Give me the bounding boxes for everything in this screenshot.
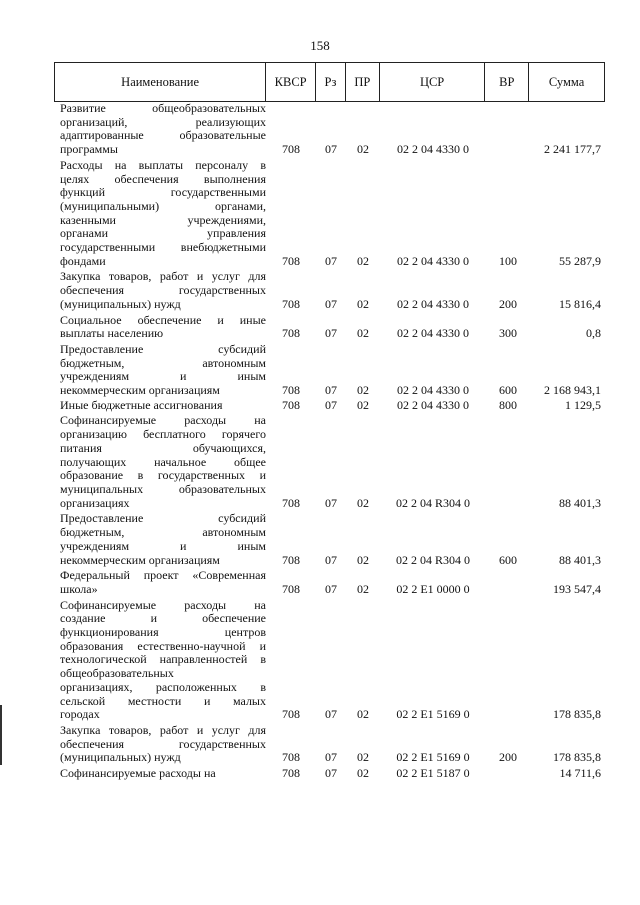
row-name [54, 314, 266, 341]
row-name-line: функций государственными [60, 185, 266, 200]
cell-csr: 02 2 E1 5169 0 [396, 707, 470, 722]
row-name-line: Софинансируемые расходы на [60, 413, 266, 428]
row-name [54, 767, 266, 781]
row-name-line: Софинансируемые расходы на [60, 766, 216, 781]
row-name-line: фондами [60, 253, 106, 268]
cell-kvsr: 708 [282, 253, 300, 268]
cell-kvsr: 708 [282, 707, 300, 722]
cell-pr: 02 [357, 296, 369, 311]
row-name-line: учреждениям и иным [60, 538, 266, 553]
row-name [54, 102, 266, 157]
cell-sum: 88 401,3 [559, 495, 601, 510]
cell-rz: 07 [325, 581, 337, 596]
table-header [54, 62, 605, 102]
row-name-line: бюджетным, автономным [60, 525, 266, 540]
row-name-line: технологической направленностей в [60, 652, 266, 667]
cell-sum: 88 401,3 [559, 552, 601, 567]
table-row [54, 512, 605, 567]
row-name-line: создание и обеспечение [60, 611, 266, 626]
cell-kvsr: 708 [282, 383, 300, 398]
cell-pr: 02 [357, 397, 369, 412]
row-name-line: выплаты населению [60, 326, 164, 341]
cell-sum: 178 835,8 [553, 750, 601, 765]
cell-sum: 1 129,5 [565, 397, 601, 412]
table-row [54, 724, 605, 765]
table-body [54, 102, 605, 781]
cell-pr: 02 [357, 326, 369, 341]
row-name-line: организаций, реализующих [60, 114, 266, 129]
header-name: Наименование [55, 63, 266, 101]
table-row [54, 270, 605, 311]
cell-vr: 600 [499, 383, 517, 398]
row-name-line: бюджетным, автономным [60, 355, 266, 370]
cell-pr: 02 [357, 581, 369, 596]
cell-rz: 07 [325, 750, 337, 765]
header-pr: ПР [346, 63, 380, 101]
row-name-line: (муниципальных) нужд [60, 750, 181, 765]
cell-pr: 02 [357, 552, 369, 567]
cell-rz: 07 [325, 552, 337, 567]
row-name [54, 270, 266, 311]
cell-sum: 0,8 [586, 326, 601, 341]
table-row [54, 414, 605, 510]
cell-vr: 800 [499, 397, 517, 412]
header-sum: Сумма [548, 74, 585, 89]
header-rz: Рз [316, 63, 346, 101]
cell-pr: 02 [357, 142, 369, 157]
row-name [54, 343, 266, 398]
cell-sum: 14 711,6 [559, 766, 601, 781]
cell-pr: 02 [357, 766, 369, 781]
cell-vr: 600 [499, 552, 517, 567]
header-vr: ВР [485, 63, 529, 101]
cell-rz: 07 [325, 253, 337, 268]
row-name [54, 512, 266, 567]
row-name-line: учреждениям и иным [60, 369, 266, 384]
margin-mark [0, 705, 2, 765]
row-name-line: Развитие общеобразовательных [60, 101, 266, 115]
row-name-line: муниципальных образовательных [60, 481, 266, 496]
row-name-line: обеспечения государственных [60, 283, 266, 298]
cell-kvsr: 708 [282, 326, 300, 341]
row-name-line: Софинансируемые расходы на [60, 597, 266, 612]
row-name-line: Социальное обеспечение и иные [60, 312, 266, 327]
cell-pr: 02 [357, 383, 369, 398]
cell-vr: 200 [499, 750, 517, 765]
table-row [54, 767, 605, 781]
cell-rz: 07 [325, 495, 337, 510]
row-name-line: некоммерческим организациям [60, 383, 220, 398]
cell-sum: 178 835,8 [553, 707, 601, 722]
cell-csr: 02 2 04 R304 0 [395, 552, 470, 567]
row-name-line: получающих начальное общее [60, 454, 266, 469]
row-name-line: (муниципальными) органами, [60, 198, 266, 213]
cell-rz: 07 [325, 296, 337, 311]
cell-sum: 55 287,9 [559, 253, 601, 268]
row-name [54, 724, 266, 765]
row-name-line: целях обеспечения выполнения [60, 171, 266, 186]
cell-pr: 02 [357, 253, 369, 268]
row-name-line: Предоставление субсидий [60, 341, 266, 356]
cell-sum: 15 816,4 [559, 296, 601, 311]
cell-vr: 200 [499, 296, 517, 311]
row-name-line: организациях [60, 495, 130, 510]
cell-kvsr: 708 [282, 142, 300, 157]
table-row [54, 399, 605, 413]
cell-sum: 193 547,4 [553, 581, 601, 596]
row-name-line: обеспечения государственных [60, 736, 266, 751]
cell-csr: 02 2 04 4330 0 [397, 383, 469, 398]
cell-sum: 2 241 177,7 [544, 142, 601, 157]
row-name-line: Расходы на выплаты персоналу в [60, 157, 266, 172]
cell-csr: 02 2 E1 5169 0 [396, 750, 470, 765]
row-name-line: общеобразовательных [60, 666, 174, 681]
row-name [54, 599, 266, 722]
row-name-line: казенными учреждениями, [60, 212, 266, 227]
page-number: 158 [310, 38, 330, 53]
cell-rz: 07 [325, 766, 337, 781]
cell-pr: 02 [357, 707, 369, 722]
row-name [54, 159, 266, 269]
cell-rz: 07 [325, 383, 337, 398]
cell-pr: 02 [357, 495, 369, 510]
row-name-line: городах [60, 707, 100, 722]
row-name [54, 414, 266, 510]
cell-pr: 02 [357, 750, 369, 765]
row-name-line: Иные бюджетные ассигнования [60, 397, 223, 412]
cell-csr: 02 2 04 4330 0 [397, 326, 469, 341]
cell-csr: 02 2 04 4330 0 [397, 296, 469, 311]
cell-csr: 02 2 E1 0000 0 [396, 581, 470, 596]
cell-kvsr: 708 [282, 750, 300, 765]
table-row [54, 343, 605, 398]
row-name-line: образования естественно-научной и [60, 638, 266, 653]
cell-kvsr: 708 [282, 397, 300, 412]
row-name-line: Закупка товаров, работ и услуг для [60, 722, 266, 737]
cell-csr: 02 2 04 R304 0 [395, 495, 470, 510]
table-row [54, 314, 605, 341]
table-row [54, 599, 605, 722]
row-name [54, 569, 266, 596]
row-name-line: органами управления [60, 226, 266, 241]
cell-vr: 100 [499, 253, 517, 268]
cell-sum: 2 168 943,1 [544, 383, 601, 398]
cell-rz: 07 [325, 397, 337, 412]
header-csr: ЦСР [380, 63, 486, 101]
row-name-line: сельской местности и малых [60, 693, 266, 708]
cell-kvsr: 708 [282, 552, 300, 567]
table-row [54, 159, 605, 269]
row-name-line: Федеральный проект «Современная [60, 568, 266, 583]
cell-vr: 300 [499, 326, 517, 341]
row-name-line: функционирования центров [60, 625, 266, 640]
cell-rz: 07 [325, 142, 337, 157]
cell-kvsr: 708 [282, 581, 300, 596]
cell-rz: 07 [325, 707, 337, 722]
row-name-line: Закупка товаров, работ и услуг для [60, 269, 266, 284]
row-name-line: (муниципальных) нужд [60, 296, 181, 311]
row-name-line: организацию бесплатного горячего [60, 427, 266, 442]
table-row [54, 102, 605, 157]
cell-kvsr: 708 [282, 495, 300, 510]
cell-csr: 02 2 E1 5187 0 [396, 766, 470, 781]
row-name-line: программы [60, 142, 118, 157]
cell-csr: 02 2 04 4330 0 [397, 142, 469, 157]
row-name-line: адаптированные образовательные [60, 128, 266, 143]
cell-csr: 02 2 04 4330 0 [397, 253, 469, 268]
row-name-line: школа» [60, 581, 98, 596]
row-name-line: образование в государственных и [60, 468, 266, 483]
cell-rz: 07 [325, 326, 337, 341]
cell-csr: 02 2 04 4330 0 [397, 397, 469, 412]
cell-kvsr: 708 [282, 766, 300, 781]
table-row [54, 569, 605, 596]
cell-kvsr: 708 [282, 296, 300, 311]
header-kvsr: КВСР [266, 63, 316, 101]
row-name [54, 399, 266, 413]
row-name-line: Предоставление субсидий [60, 511, 266, 526]
row-name-line: некоммерческим организациям [60, 552, 220, 567]
row-name-line: организациях, расположенных в [60, 679, 266, 694]
row-name-line: питания обучающихся, [60, 440, 266, 455]
row-name-line: государственными внебюджетными [60, 240, 266, 255]
